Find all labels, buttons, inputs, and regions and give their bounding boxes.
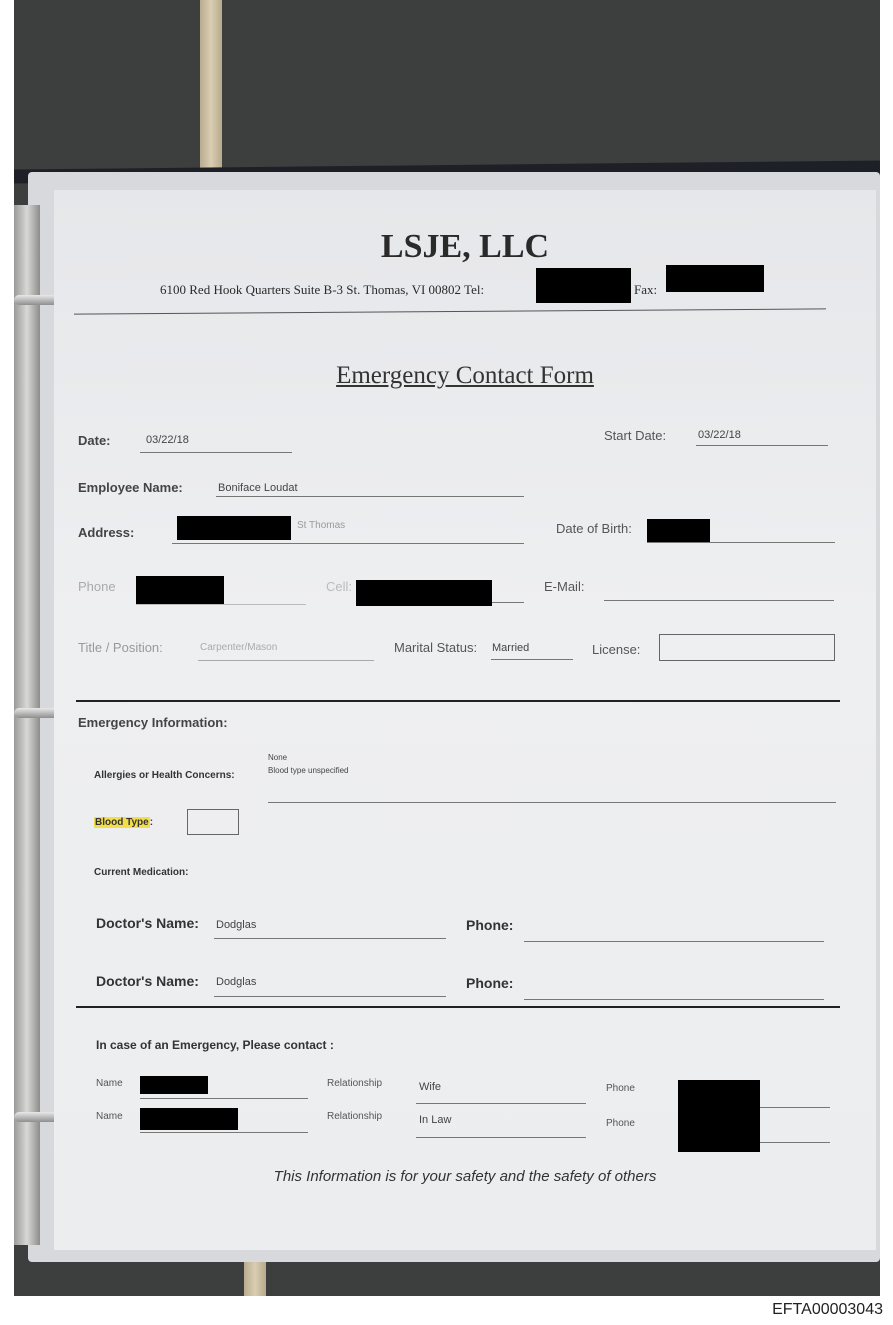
company-name: LSJE, LLC	[380, 228, 550, 265]
contact-name-label-2: Name	[96, 1111, 123, 1122]
blood-type-colon: :	[149, 817, 154, 828]
relationship-line-2	[416, 1137, 586, 1138]
company-address	[160, 282, 484, 298]
doctor-name-line-1	[214, 938, 446, 939]
marital-status-line	[491, 659, 573, 660]
redacted-contact-phones	[678, 1080, 760, 1152]
relationship-value-2[interactable]: In Law	[419, 1114, 452, 1126]
relationship-label-2: Relationship	[327, 1111, 383, 1122]
fax-label: Fax:	[634, 282, 658, 297]
form-page	[54, 190, 876, 1250]
doctor-name-value-2[interactable]: Dodglas	[216, 976, 257, 988]
emergency-info-title: Emergency Information:	[78, 715, 228, 730]
allergies-line	[268, 802, 836, 803]
start-date-label: Start Date:	[604, 428, 667, 443]
email-label: E-Mail:	[544, 579, 585, 594]
relationship-label-1: Relationship	[327, 1078, 383, 1089]
email-line[interactable]	[604, 600, 834, 601]
redacted-cell	[356, 580, 492, 606]
address-label: Address:	[78, 525, 135, 540]
header-rule	[74, 308, 826, 314]
marital-status-value[interactable]: Married	[492, 642, 530, 654]
contact-name-line-2	[140, 1132, 308, 1133]
wood-floor-strip	[200, 0, 222, 175]
license-box[interactable]	[659, 634, 835, 661]
redacted-contact-name-2	[140, 1108, 238, 1130]
doctor-name-label-1: Doctor's Name:	[96, 915, 199, 931]
photo-background	[14, 0, 880, 1296]
start-date-value[interactable]: 03/22/18	[698, 429, 741, 441]
doctor-name-label-2: Doctor's Name:	[96, 973, 199, 989]
date-label: Date:	[78, 433, 111, 448]
contact-name-line-1	[140, 1098, 308, 1099]
start-date-line	[696, 445, 828, 446]
bates-number: EFTA00003043	[772, 1301, 883, 1318]
redacted-contact-name-1	[140, 1076, 208, 1094]
employee-name-line	[216, 496, 524, 497]
relationship-value-1[interactable]: Wife	[419, 1081, 441, 1093]
section-divider-1	[76, 700, 840, 702]
contact-name-label-1: Name	[96, 1078, 123, 1089]
dob-line	[647, 542, 835, 543]
phone-line	[136, 604, 306, 605]
date-value[interactable]: 03/22/18	[146, 434, 189, 446]
dob-label: Date of Birth:	[556, 521, 632, 536]
redacted-address	[177, 516, 291, 540]
doctor-name-line-2	[214, 996, 446, 997]
redacted-dob	[647, 519, 710, 543]
form-title: Emergency Contact Form	[336, 362, 594, 389]
doctor-phone-label-2: Phone:	[466, 975, 514, 991]
binder-ring-rail	[14, 205, 40, 1245]
footer-note: This Information is for your safety and the safety of others	[273, 1168, 657, 1185]
allergies-label: Allergies or Health Concerns:	[94, 770, 235, 781]
employee-name-label: Employee Name:	[78, 480, 183, 495]
relationship-line-1	[416, 1103, 586, 1104]
address-value[interactable]: St Thomas	[297, 520, 346, 531]
allergies-line1[interactable]: None	[268, 753, 288, 762]
redacted-tel	[536, 268, 631, 303]
blood-type-label	[94, 817, 153, 828]
contact-phone-label-1: Phone	[606, 1083, 635, 1094]
phone-label: Phone	[78, 579, 116, 594]
doctor-phone-line-2[interactable]	[524, 999, 824, 1000]
date-line	[140, 452, 292, 453]
blood-type-highlight: Blood Type	[95, 817, 149, 828]
redacted-phone	[136, 576, 224, 604]
current-medication-label: Current Medication:	[94, 867, 189, 878]
address-line	[172, 543, 524, 544]
contacts-title: In case of an Emergency, Please contact :	[96, 1038, 334, 1052]
title-position-value[interactable]: Carpenter/Mason	[200, 642, 278, 653]
allergies-line2[interactable]: Blood type unspecified	[268, 766, 349, 775]
doctor-phone-line-1[interactable]	[524, 941, 824, 942]
employee-name-value[interactable]: Boniface Loudat	[218, 482, 298, 494]
license-label: License:	[592, 642, 641, 657]
section-divider-2	[76, 1006, 840, 1008]
title-position-label: Title / Position:	[78, 640, 163, 655]
address-line: 6100 Red Hook Quarters Suite B-3 St. Thomas, VI 00802 Tel:	[160, 282, 485, 297]
marital-status-label: Marital Status:	[394, 640, 478, 655]
title-position-line	[198, 660, 374, 661]
contact-phone-label-2: Phone	[606, 1118, 635, 1129]
blood-type-box[interactable]	[187, 809, 239, 835]
doctor-name-value-1[interactable]: Dodglas	[216, 919, 257, 931]
cell-label: Cell:	[326, 579, 353, 594]
cell-line	[492, 602, 524, 603]
redacted-fax	[666, 265, 764, 292]
doctor-phone-label-1: Phone:	[466, 917, 514, 933]
